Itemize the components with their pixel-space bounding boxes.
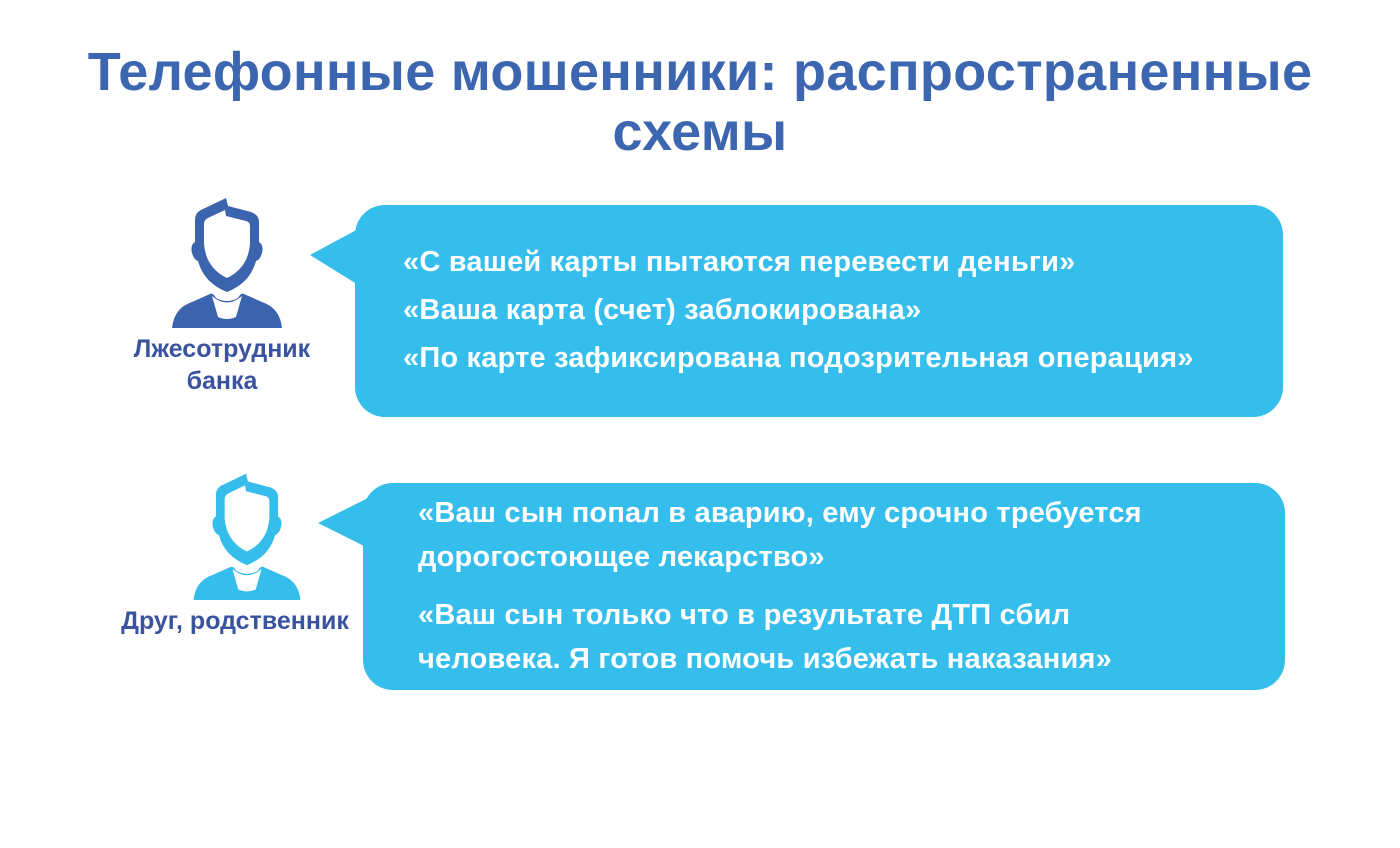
quote-line: «По карте зафиксирована подозрительная операция» [403, 341, 1194, 374]
page-title-line2: схемы [612, 102, 788, 163]
quote-line: человека. Я готов помочь избежать наказания» [418, 642, 1112, 675]
quote-line: «Ваш сын попал в аварию, ему срочно требуется [418, 497, 1142, 529]
figure-label-friend: Друг, родственник [121, 607, 349, 635]
quote [418, 594, 1249, 681]
friend-relative-icon [182, 466, 312, 602]
speech-bubble-friend [363, 483, 1285, 690]
quote-line: «Ваш сын только что в результате ДТП сбил [418, 599, 1071, 631]
page-title [0, 42, 1400, 163]
bubble-tail-icon [318, 498, 368, 550]
fake-bank-employee-icon [160, 190, 294, 330]
quote-line: «С вашей карты пытаются перевести деньги» [403, 246, 1076, 279]
quote [418, 492, 1249, 579]
figure-label-bank: Лжесотрудник банка [133, 335, 311, 395]
page-title-line1: Телефонные мошенники: распространенные [87, 42, 1313, 102]
bubble-tail-icon [310, 228, 360, 288]
speech-bubble-bank [355, 205, 1283, 417]
quote-line: «Ваша карта (счет) заблокирована» [403, 294, 922, 327]
quote-line: дорогостоющее лекарство» [418, 540, 825, 573]
